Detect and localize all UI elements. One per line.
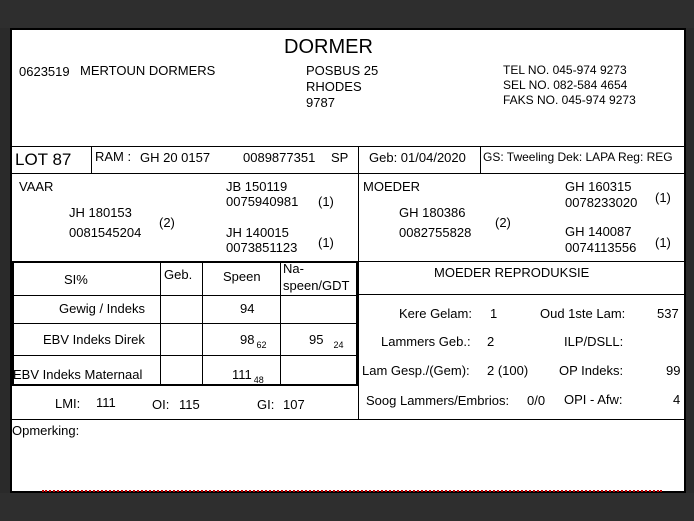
divider <box>12 173 684 174</box>
divider <box>91 146 92 173</box>
ebv-direk-naspeen-sub: 24 <box>333 340 344 350</box>
kere-label: Kere Gelam: <box>399 306 472 321</box>
divider <box>358 146 359 173</box>
divider <box>12 419 684 420</box>
divider <box>358 261 684 262</box>
faks-number: FAKS NO. 045-974 9273 <box>503 93 636 107</box>
ebv-maternaal-label: EBV Indeks Maternaal <box>13 367 143 382</box>
breed-title: DORMER <box>284 36 373 58</box>
ram-id: GH 20 0157 <box>140 150 211 165</box>
gs-info: GS: Tweeling Dek: LAPA Reg: REG <box>483 150 673 164</box>
lmi-value: 111 <box>96 395 116 410</box>
ebv-direk-label: EBV Indeks Direk <box>43 332 145 347</box>
moeder-sire-number: 0078233020 <box>565 195 638 210</box>
naspeen-header-2: speen/GDT <box>283 278 350 293</box>
divider <box>12 355 358 356</box>
address-line-2: RHODES <box>306 79 362 94</box>
oi-label: OI: <box>152 397 170 412</box>
birth-date: Geb: 01/04/2020 <box>369 150 466 165</box>
ram-number: 0089877351 <box>243 150 316 165</box>
vaar-sire-id: JB 150119 <box>226 179 288 194</box>
naspeen-header-1: Na- <box>283 261 304 276</box>
divider <box>358 261 359 419</box>
ilp-label: ILP/DSLL: <box>564 334 624 349</box>
bottom-frame <box>0 493 694 521</box>
divider <box>12 323 358 324</box>
oi-value: 115 <box>179 397 200 412</box>
divider <box>12 146 684 147</box>
oud-value: 537 <box>657 306 679 321</box>
breeder-number: 0623519 <box>19 64 70 79</box>
gi-label: GI: <box>257 397 275 412</box>
moeder-id: GH 180386 <box>399 205 466 220</box>
gewig-label: Gewig / Indeks <box>59 301 145 316</box>
vaar-label: VAAR <box>19 179 54 194</box>
moeder-number: 0082755828 <box>399 225 472 240</box>
ebv-direk-speen: 98 $_{62}$ <box>240 332 267 350</box>
moeder-dam-count: (1) <box>655 235 671 250</box>
speen-header: Speen <box>223 269 261 284</box>
lammers-value: 2 <box>487 334 495 349</box>
breeder-name: MERTOUN DORMERS <box>80 63 216 78</box>
moeder-count: (2) <box>495 215 511 230</box>
vaar-dam-count: (1) <box>318 235 334 250</box>
lmi-label: LMI: <box>55 396 81 411</box>
ram-sp: SP <box>331 150 349 165</box>
divider <box>480 146 481 173</box>
kere-value: 1 <box>490 306 498 321</box>
address-line-3: 9787 <box>306 95 335 110</box>
divider <box>358 294 684 295</box>
reproduction-title: MOEDER REPRODUKSIE <box>434 265 590 280</box>
moeder-dam-id: GH 140087 <box>565 224 632 239</box>
top-frame <box>0 0 694 28</box>
vaar-id: JH 180153 <box>69 205 132 220</box>
ebv-maternaal-speen-sub: 48 <box>253 375 264 385</box>
gewig-speen: 94 <box>240 301 255 316</box>
moeder-sire-count: (1) <box>655 190 671 205</box>
remarks-label: Opmerking: <box>12 423 80 438</box>
ram-label: RAM : <box>95 149 132 164</box>
moeder-dam-number: 0074113556 <box>565 240 637 255</box>
vaar-dam-id: JH 140015 <box>226 225 289 240</box>
divider <box>358 173 359 261</box>
vaar-dam-number: 0073851123 <box>226 240 298 255</box>
vaar-count: (2) <box>159 215 175 230</box>
lot-number: LOT 87 <box>15 150 72 169</box>
ebv-maternaal-speen: 111 $_{48}$ <box>232 367 264 385</box>
tel-number: TEL NO. 045-974 9273 <box>503 63 627 77</box>
opi-label: OPI - Afw: <box>564 392 623 407</box>
op-value: 99 <box>666 363 681 378</box>
address-line-1: POSBUS 25 <box>306 63 379 78</box>
moeder-sire-id: GH 160315 <box>565 179 632 194</box>
vaar-sire-number: 0075940981 <box>226 194 299 209</box>
gi-value: 107 <box>283 397 305 412</box>
oud-label: Oud 1ste Lam: <box>540 306 626 321</box>
divider <box>12 295 358 296</box>
lammers-label: Lammers Geb.: <box>381 334 471 349</box>
moeder-label: MOEDER <box>363 179 421 194</box>
soog-label: Soog Lammers/Embrios: <box>366 393 510 408</box>
op-label: OP Indeks: <box>559 363 624 378</box>
gesp-label: Lam Gesp./(Gem): <box>362 363 470 378</box>
si-header: SI% <box>64 272 88 287</box>
ebv-direk-naspeen: 95 $_{24}$ <box>309 332 344 350</box>
opi-value: 4 <box>673 392 681 407</box>
sale-card <box>10 28 686 493</box>
ebv-direk-speen-sub: 62 <box>256 340 267 350</box>
gesp-value: 2 (100) <box>487 363 529 378</box>
vaar-sire-count: (1) <box>318 194 334 209</box>
vaar-number: 0081545204 <box>69 225 142 240</box>
geb-header: Geb. <box>164 267 193 282</box>
sel-number: SEL NO. 082-584 4654 <box>503 78 628 92</box>
soog-value: 0/0 <box>527 393 546 408</box>
